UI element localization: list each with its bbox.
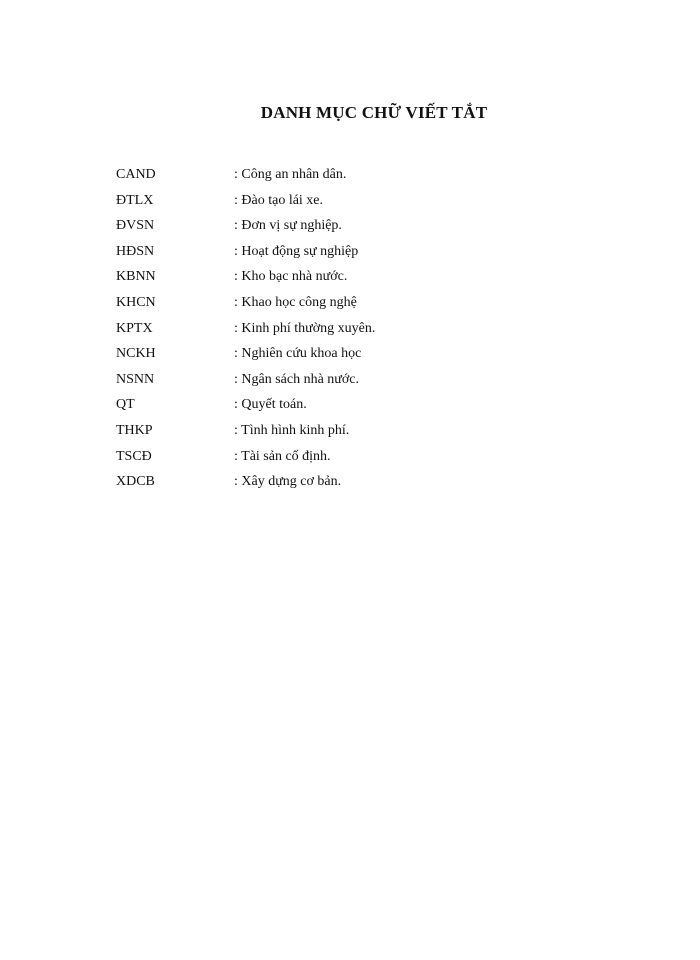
abbreviation-term: KHCN xyxy=(116,294,156,310)
abbreviation-row xyxy=(116,191,375,217)
abbreviation-term: NSNN xyxy=(116,371,155,387)
abbreviation-term: ĐTLX xyxy=(116,192,154,208)
abbreviation-term: TSCĐ xyxy=(116,448,152,464)
abbreviation-row xyxy=(116,395,375,421)
abbreviation-row xyxy=(116,447,375,473)
abbreviation-definition: : Hoạt động sự nghiệp xyxy=(234,243,359,259)
abbreviation-definition: : Đơn vị sự nghiệp. xyxy=(234,218,342,234)
abbreviation-definition: : Tài sản cố định. xyxy=(234,448,331,464)
abbreviation-definition: : Quyết toán. xyxy=(234,397,307,413)
abbreviation-term: CAND xyxy=(116,167,156,182)
page-title: DANH MỤC CHỮ VIẾT TẮT xyxy=(260,103,488,122)
abbreviation-term: KPTX xyxy=(116,320,153,336)
abbreviation-definition: : Nghiên cứu khoa học xyxy=(234,346,362,362)
abbreviation-row xyxy=(116,472,375,498)
abbreviation-definition: : Khao học công nghệ xyxy=(234,294,357,310)
abbreviation-definition: : Ngân sách nhà nước. xyxy=(234,371,360,387)
abbreviation-definition: : Tình hình kinh phí. xyxy=(234,422,350,438)
abbreviation-definition: : Công an nhân dân. xyxy=(234,167,347,182)
abbreviation-definition: : Kinh phí thường xuyên. xyxy=(234,320,376,336)
abbreviation-row xyxy=(116,216,375,242)
abbreviation-definition: : Kho bạc nhà nước. xyxy=(234,269,348,285)
abbreviation-row xyxy=(116,344,375,370)
abbreviation-row xyxy=(116,319,375,345)
abbreviation-definition: : Đào tạo lái xe. xyxy=(234,192,324,208)
abbreviation-row xyxy=(116,165,375,191)
abbreviation-term: QT xyxy=(116,397,135,413)
abbreviation-definition: : Xây dựng cơ bản. xyxy=(234,474,342,490)
abbreviation-term: KBNN xyxy=(116,269,156,285)
abbreviation-term: THKP xyxy=(116,422,153,438)
abbreviation-term: HĐSN xyxy=(116,243,155,259)
abbreviation-row xyxy=(116,293,375,319)
abbreviation-term: XDCB xyxy=(116,474,155,490)
abbreviation-row xyxy=(116,267,375,293)
abbreviation-term: NCKH xyxy=(116,346,156,362)
abbreviation-term: ĐVSN xyxy=(116,218,155,234)
abbreviation-row xyxy=(116,421,375,447)
abbreviation-row xyxy=(116,370,375,396)
abbreviation-list xyxy=(116,165,375,498)
abbreviation-row xyxy=(116,242,375,268)
